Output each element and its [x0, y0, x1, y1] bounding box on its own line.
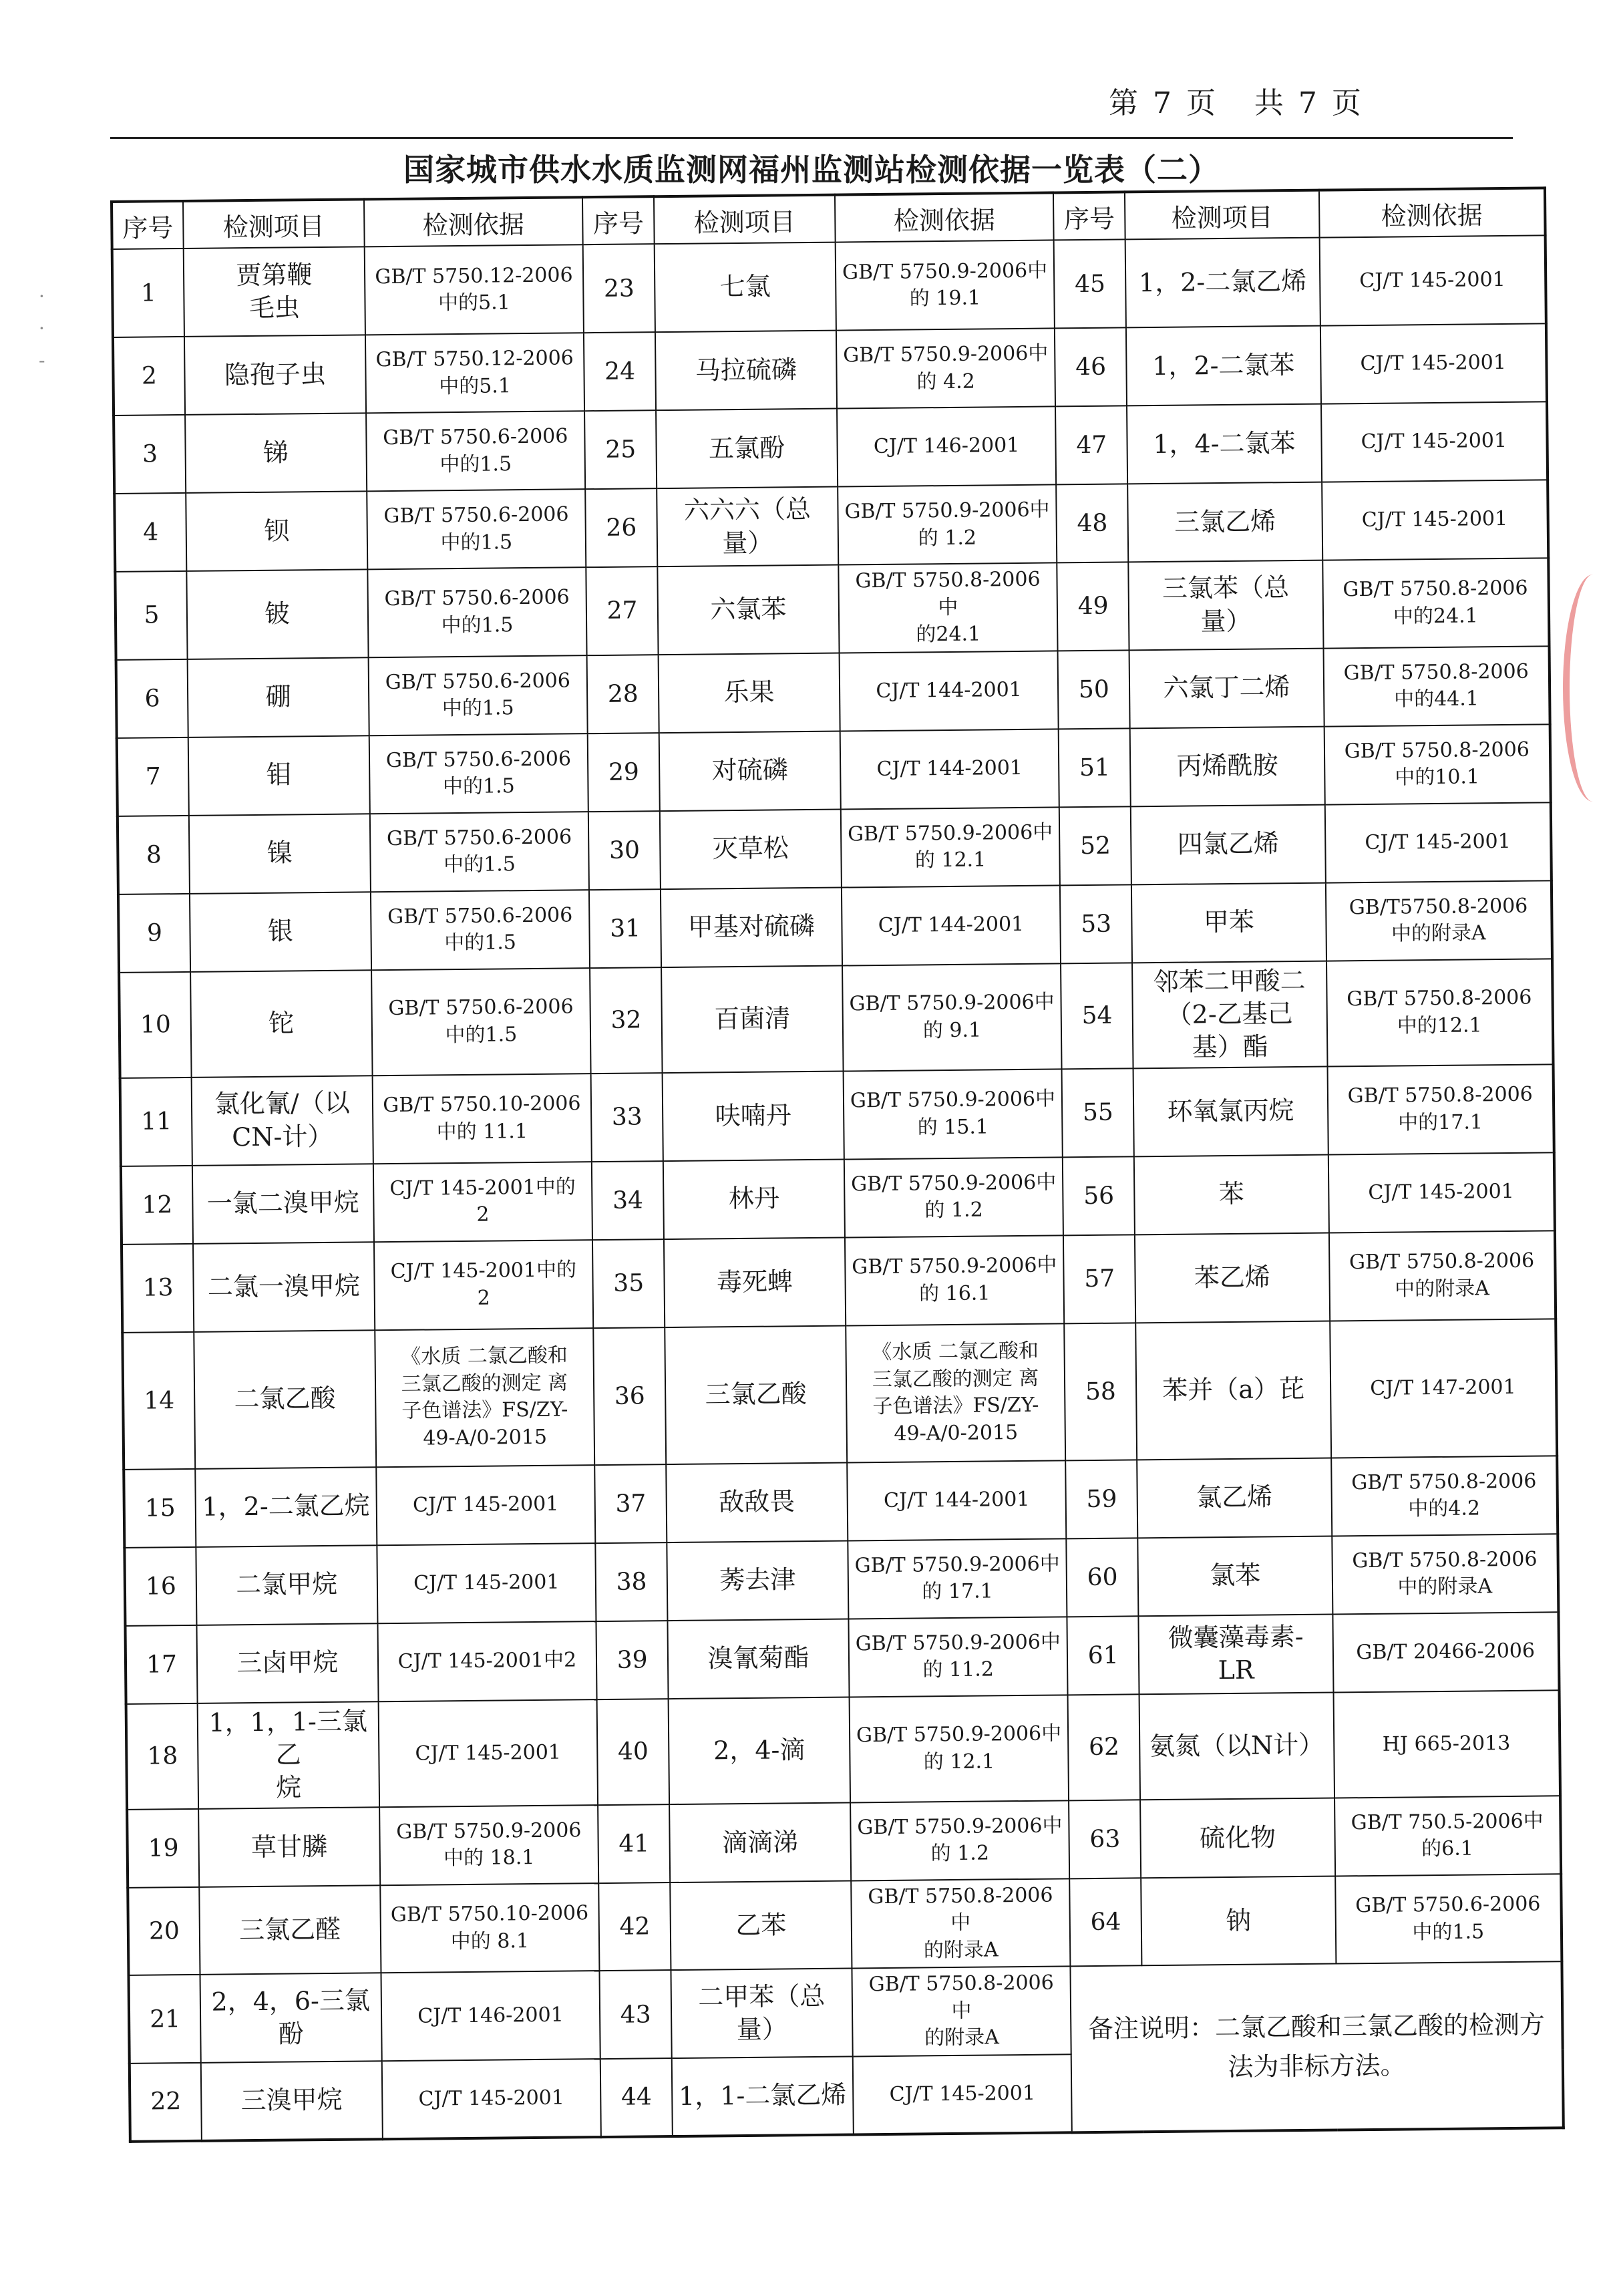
test-basis: GB/T 5750.9-2006中 的 19.1 — [835, 240, 1055, 330]
row-number: 11 — [120, 1078, 192, 1166]
test-basis: CJ/T 145-2001 — [1319, 235, 1546, 325]
table-row — [124, 1456, 1558, 1548]
test-basis: GB/T 5750.6-2006 中的1.5 — [1335, 1874, 1562, 1964]
row-number: 25 — [584, 410, 657, 489]
test-item: 1，4-二氯苯 — [1127, 404, 1321, 484]
test-item: 丙烯酰胺 — [1130, 726, 1324, 806]
table-row — [117, 724, 1551, 816]
test-item: 铊 — [190, 970, 372, 1078]
row-number: 42 — [598, 1882, 671, 1971]
row-number: 10 — [119, 971, 191, 1078]
row-number: 58 — [1064, 1323, 1137, 1460]
table-body — [112, 235, 1564, 2141]
test-item: 二氯乙酸 — [194, 1330, 376, 1469]
test-item: 林丹 — [663, 1159, 845, 1239]
test-item: 氨氮（以N计） — [1139, 1692, 1334, 1800]
table-row — [128, 1874, 1562, 1975]
test-basis: GB/T 5750.8-2006 中的17.1 — [1327, 1064, 1554, 1154]
test-item: 钡 — [186, 491, 367, 571]
test-basis: GB/T 5750.9-2006中 的 12.1 — [841, 807, 1061, 887]
row-number: 62 — [1068, 1694, 1140, 1800]
test-basis: CJ/T 144-2001 — [847, 1460, 1067, 1540]
test-basis: CJ/T 145-2001中的 2 — [374, 1240, 594, 1330]
row-number: 59 — [1065, 1460, 1137, 1538]
row-number: 5 — [115, 571, 187, 660]
row-number: 51 — [1059, 728, 1131, 807]
row-number: 31 — [589, 889, 661, 968]
row-number: 27 — [586, 566, 658, 655]
test-item: 三溴甲烷 — [201, 2061, 383, 2141]
table-row — [121, 1152, 1555, 1245]
test-basis: CJ/T 145-2001 — [1320, 323, 1547, 403]
row-number: 56 — [1063, 1156, 1135, 1235]
test-item: 2，4，6-三氯酚 — [200, 1973, 381, 2063]
row-number: 15 — [124, 1469, 196, 1548]
test-basis: GB/T 5750.8-2006 中的附录A — [1332, 1534, 1559, 1614]
test-item: 三氯乙酸 — [665, 1325, 847, 1464]
test-basis: GB/T 5750.9-2006中 的 9.1 — [842, 963, 1062, 1071]
test-item: 四氯乙烯 — [1131, 804, 1325, 884]
test-item: 1，1-二氯乙烯 — [672, 2056, 854, 2136]
remark-note: 备注说明：二氯乙酸和三氯乙酸的检测方法为非标方法。 — [1071, 1962, 1564, 2133]
test-item: 1，2-二氯乙烷 — [195, 1467, 377, 1547]
test-item: 呋喃丹 — [663, 1071, 844, 1161]
test-basis: CJ/T 145-2001 — [376, 1465, 596, 1545]
test-item: 锑 — [185, 413, 367, 493]
row-number: 36 — [593, 1327, 666, 1465]
test-item: 甲基对硫磷 — [661, 887, 842, 967]
row-number: 40 — [597, 1699, 669, 1805]
row-number: 4 — [114, 493, 186, 572]
test-item: 六氯苯 — [657, 565, 839, 655]
row-number: 17 — [125, 1625, 197, 1704]
row-number: 23 — [583, 244, 655, 333]
row-number: 35 — [592, 1239, 665, 1328]
test-basis: GB/T 5750.9-2006中 的 12.1 — [849, 1695, 1069, 1802]
table-row — [125, 1612, 1559, 1704]
table-row — [114, 480, 1548, 572]
row-number: 19 — [127, 1809, 199, 1888]
test-item: 三氯乙醛 — [199, 1885, 381, 1975]
row-number: 28 — [587, 655, 659, 733]
row-number: 49 — [1057, 562, 1129, 651]
row-number: 18 — [126, 1703, 198, 1810]
test-item: 钼 — [188, 735, 370, 816]
test-basis: GB/T 5750.12-2006 中的5.1 — [365, 333, 585, 413]
row-number: 32 — [590, 967, 662, 1074]
test-basis: GB/T 5750.10-2006 中的 8.1 — [380, 1883, 600, 1973]
row-number: 26 — [585, 488, 657, 567]
table-row — [122, 1319, 1557, 1470]
test-item: 氯乙烯 — [1137, 1458, 1331, 1538]
test-item: 1，1，1-三氯乙 烷 — [198, 1701, 379, 1809]
table-row — [119, 959, 1553, 1078]
test-basis: GB/T 5750.8-2006 中的10.1 — [1324, 724, 1551, 804]
test-item: 苯 — [1134, 1154, 1328, 1235]
seal-stamp-fragment — [1563, 575, 1609, 802]
test-item: 隐孢子虫 — [184, 335, 366, 415]
test-basis: GB/T 20466-2006 — [1332, 1612, 1560, 1692]
table-row — [115, 558, 1549, 659]
row-number: 16 — [124, 1547, 196, 1626]
test-item: 甲苯 — [1131, 882, 1326, 963]
row-number: 21 — [129, 1975, 201, 2064]
row-number: 20 — [128, 1887, 200, 1976]
test-item: 氯苯 — [1138, 1536, 1332, 1616]
row-number: 1 — [112, 249, 184, 337]
test-item: 铍 — [186, 569, 368, 659]
test-item: 银 — [190, 892, 371, 972]
test-basis: GB/T 5750.6-2006 中的1.5 — [366, 411, 586, 491]
test-item: 草甘膦 — [198, 1807, 380, 1887]
test-item: 对硫磷 — [659, 731, 841, 811]
header-rule — [110, 137, 1513, 139]
test-basis: CJ/T 145-2001 — [378, 1699, 598, 1807]
test-item: 百菌清 — [661, 965, 843, 1073]
table-row — [124, 1534, 1558, 1626]
test-item: 贾第鞭 毛虫 — [184, 247, 365, 337]
row-number: 54 — [1061, 963, 1133, 1069]
test-item: 二氯甲烷 — [196, 1545, 377, 1625]
test-item: 三卤甲烷 — [196, 1623, 378, 1703]
row-number: 37 — [594, 1464, 667, 1543]
test-basis: CJ/T 145-2001 — [381, 2059, 601, 2139]
test-basis: GB/T 5750.8-2006 中的12.1 — [1326, 959, 1554, 1066]
test-item: 溴氰菊酯 — [668, 1619, 850, 1699]
test-item: 敌敌畏 — [666, 1462, 848, 1542]
row-number: 63 — [1069, 1800, 1141, 1878]
row-number: 34 — [592, 1161, 664, 1240]
table-row — [112, 235, 1546, 337]
test-item: 三氯乙烯 — [1127, 482, 1322, 562]
table-row — [126, 1690, 1560, 1810]
test-item: 钠 — [1141, 1876, 1336, 1965]
test-basis: GB/T 5750.6-2006 中的1.5 — [371, 968, 591, 1076]
column-header: 检测依据 — [835, 192, 1054, 242]
test-item: 硫化物 — [1140, 1798, 1334, 1878]
test-basis: CJ/T 145-2001 — [1321, 401, 1548, 482]
row-number: 53 — [1060, 884, 1132, 963]
test-item: 环氧氯丙烷 — [1133, 1066, 1328, 1156]
basis-table-container — [110, 186, 1565, 2142]
scan-artifact: · · - — [39, 285, 45, 371]
test-basis: CJ/T 145-2001中2 — [377, 1621, 597, 1701]
row-number: 22 — [130, 2063, 202, 2142]
test-basis: GB/T 5750.8-2006 中 的附录A — [851, 1878, 1071, 1969]
test-basis: CJ/T 145-2001 — [377, 1543, 596, 1623]
test-basis: GB/T 5750.8-2006 中 的附录A — [852, 1967, 1071, 2057]
test-item: 毒死蜱 — [664, 1237, 846, 1327]
table-row — [127, 1796, 1561, 1888]
row-number: 24 — [584, 332, 656, 411]
test-item: 1，2-二氯苯 — [1126, 326, 1320, 406]
row-number: 41 — [598, 1804, 670, 1883]
test-item: 微囊藻毒素- LR — [1139, 1614, 1333, 1694]
row-number: 64 — [1069, 1878, 1141, 1967]
test-basis: GB/T 5750.9-2006中 的 1.2 — [850, 1800, 1070, 1880]
column-header: 序号 — [112, 201, 184, 249]
row-number: 38 — [595, 1542, 667, 1621]
test-basis: GB/T 5750.9-2006中 的 1.2 — [844, 1157, 1064, 1237]
test-basis: GB/T 5750.10-2006 中的 11.1 — [372, 1074, 592, 1164]
row-number: 48 — [1056, 484, 1128, 562]
test-item: 滴滴涕 — [669, 1802, 851, 1882]
column-header: 检测项目 — [1125, 190, 1319, 240]
row-number: 7 — [117, 737, 189, 816]
test-item: 七氯 — [655, 242, 836, 333]
table-row — [129, 1962, 1563, 2064]
test-basis: GB/T 5750.9-2006中 的 4.2 — [836, 328, 1056, 408]
column-header: 序号 — [582, 196, 655, 244]
column-header: 检测项目 — [183, 199, 364, 249]
test-item: 乐果 — [659, 653, 840, 733]
test-basis: GB/T 5750.8-2006 中的附录A — [1328, 1231, 1556, 1321]
test-item: 六六六（总 量） — [657, 487, 838, 567]
test-basis: GB/T 5750.9-2006中 的 17.1 — [848, 1538, 1067, 1619]
test-item: 三氯苯（总 量） — [1128, 560, 1323, 650]
test-basis: CJ/T 144-2001 — [840, 729, 1059, 809]
test-basis: CJ/T 144-2001 — [842, 885, 1061, 965]
test-basis: GB/T 5750.9-2006中 的 15.1 — [843, 1069, 1063, 1159]
row-number: 61 — [1067, 1616, 1139, 1695]
test-basis: GB/T 5750.8-2006 中的44.1 — [1323, 646, 1550, 726]
row-number: 52 — [1059, 806, 1131, 885]
test-basis: GB/T 750.5-2006中 的6.1 — [1334, 1796, 1562, 1876]
row-number: 8 — [118, 815, 190, 894]
test-basis: CJ/T 147-2001 — [1330, 1319, 1557, 1458]
test-basis: CJ/T 145-2001 — [853, 2054, 1073, 2134]
test-basis: GB/T 5750.6-2006 中的1.5 — [370, 812, 590, 892]
test-basis: 《水质 二氯乙酸和 三氯乙酸的测定 离 子色谱法》FS/ZY- 49-A/0-2015 — [846, 1323, 1065, 1462]
test-basis: GB/T 5750.6-2006 中的1.5 — [368, 655, 588, 735]
row-number: 44 — [600, 2058, 673, 2137]
test-item: 苯乙烯 — [1135, 1233, 1330, 1323]
test-basis: GB/T 5750.9-2006中 的 11.2 — [848, 1617, 1068, 1697]
page-indicator: 第 7 页 共 7 页 — [1109, 86, 1364, 120]
row-number: 29 — [588, 733, 660, 812]
test-item: 氯化氰/（以 CN-计） — [192, 1076, 373, 1166]
row-number: 30 — [588, 811, 661, 890]
test-item: 五氯酚 — [656, 409, 838, 489]
test-item: 一氯二溴甲烷 — [192, 1164, 374, 1244]
table-row — [114, 401, 1548, 494]
test-basis: GB/T 5750.6-2006 中的1.5 — [367, 567, 587, 657]
row-number: 39 — [596, 1621, 669, 1699]
test-basis: GB/T 5750.6-2006 中的1.5 — [369, 733, 588, 814]
test-item: 灭草松 — [660, 809, 842, 889]
test-basis: CJ/T 146-2001 — [381, 1971, 600, 2061]
row-number: 47 — [1055, 405, 1127, 484]
test-item: 六氯丁二烯 — [1129, 648, 1324, 728]
test-basis: CJ/T 145-2001中的 2 — [373, 1162, 593, 1242]
document-title: 国家城市供水水质监测网福州监测站检测依据一览表（二） — [403, 152, 1220, 188]
column-header: 序号 — [1053, 192, 1125, 240]
table-row — [118, 802, 1552, 894]
test-item: 硼 — [188, 657, 369, 737]
test-item: 乙苯 — [670, 1880, 852, 1970]
test-item: 镍 — [189, 814, 371, 894]
test-basis: GB/T 5750.8-2006 中 的24.1 — [838, 562, 1058, 653]
test-basis: 《水质 二氯乙酸和 三氯乙酸的测定 离 子色谱法》FS/ZY- 49-A/0-2015 — [375, 1328, 594, 1467]
row-number: 9 — [118, 893, 190, 972]
row-number: 50 — [1058, 650, 1130, 729]
test-basis: CJ/T 144-2001 — [839, 651, 1059, 731]
row-number: 33 — [591, 1073, 663, 1162]
table-row — [122, 1231, 1556, 1333]
row-number: 57 — [1063, 1235, 1135, 1323]
row-number: 55 — [1062, 1068, 1134, 1157]
test-basis: CJ/T 145-2001 — [1322, 480, 1549, 560]
table-row — [120, 1064, 1554, 1166]
row-number: 13 — [122, 1244, 194, 1333]
table-row — [116, 646, 1550, 738]
test-basis: GB/T 5750.8-2006 中的4.2 — [1331, 1456, 1558, 1536]
test-basis: HJ 665-2013 — [1333, 1690, 1560, 1798]
table-row — [113, 323, 1547, 416]
row-number: 46 — [1055, 327, 1127, 406]
row-number: 43 — [600, 1970, 672, 2059]
column-header: 检测项目 — [654, 195, 835, 244]
row-number: 60 — [1067, 1538, 1139, 1617]
test-item: 1，2-二氯乙烯 — [1125, 238, 1320, 328]
test-item: 二氯一溴甲烷 — [193, 1242, 375, 1332]
column-header: 检测依据 — [1318, 188, 1545, 237]
test-item: 邻苯二甲酸二 （2-乙基己 基）酯 — [1132, 961, 1327, 1068]
test-basis: GB/T 5750.8-2006 中的24.1 — [1322, 558, 1550, 648]
test-basis: CJ/T 146-2001 — [837, 406, 1057, 486]
test-basis: GB/T 5750.12-2006 中的5.1 — [364, 244, 584, 335]
test-basis: GB/T 5750.9-2006 中的 18.1 — [379, 1805, 599, 1885]
test-basis: CJ/T 145-2001 — [1324, 802, 1552, 882]
row-number: 12 — [121, 1166, 193, 1245]
row-number: 45 — [1054, 239, 1126, 328]
row-number: 3 — [114, 415, 186, 494]
test-item: 马拉硫磷 — [655, 331, 837, 411]
column-header: 检测依据 — [364, 197, 583, 247]
test-basis: CJ/T 145-2001 — [1328, 1152, 1555, 1233]
test-item: 2，4-滴 — [669, 1697, 850, 1804]
test-basis: GB/T 5750.9-2006中 的 16.1 — [845, 1235, 1065, 1325]
detection-basis-table — [110, 186, 1565, 2142]
test-basis: GB/T 5750.9-2006中 的 1.2 — [838, 484, 1057, 564]
table-row — [118, 880, 1552, 973]
test-basis: GB/T5750.8-2006 中的附录A — [1325, 880, 1552, 961]
test-basis: GB/T 5750.6-2006 中的1.5 — [371, 890, 590, 970]
test-item: 苯并（a）芘 — [1135, 1321, 1330, 1460]
row-number: 14 — [122, 1332, 195, 1470]
test-item: 莠去津 — [667, 1540, 848, 1621]
test-basis: GB/T 5750.6-2006 中的1.5 — [367, 489, 586, 569]
test-item: 二甲苯（总 量） — [671, 1969, 853, 2058]
row-number: 6 — [116, 659, 188, 737]
row-number: 2 — [113, 337, 185, 416]
